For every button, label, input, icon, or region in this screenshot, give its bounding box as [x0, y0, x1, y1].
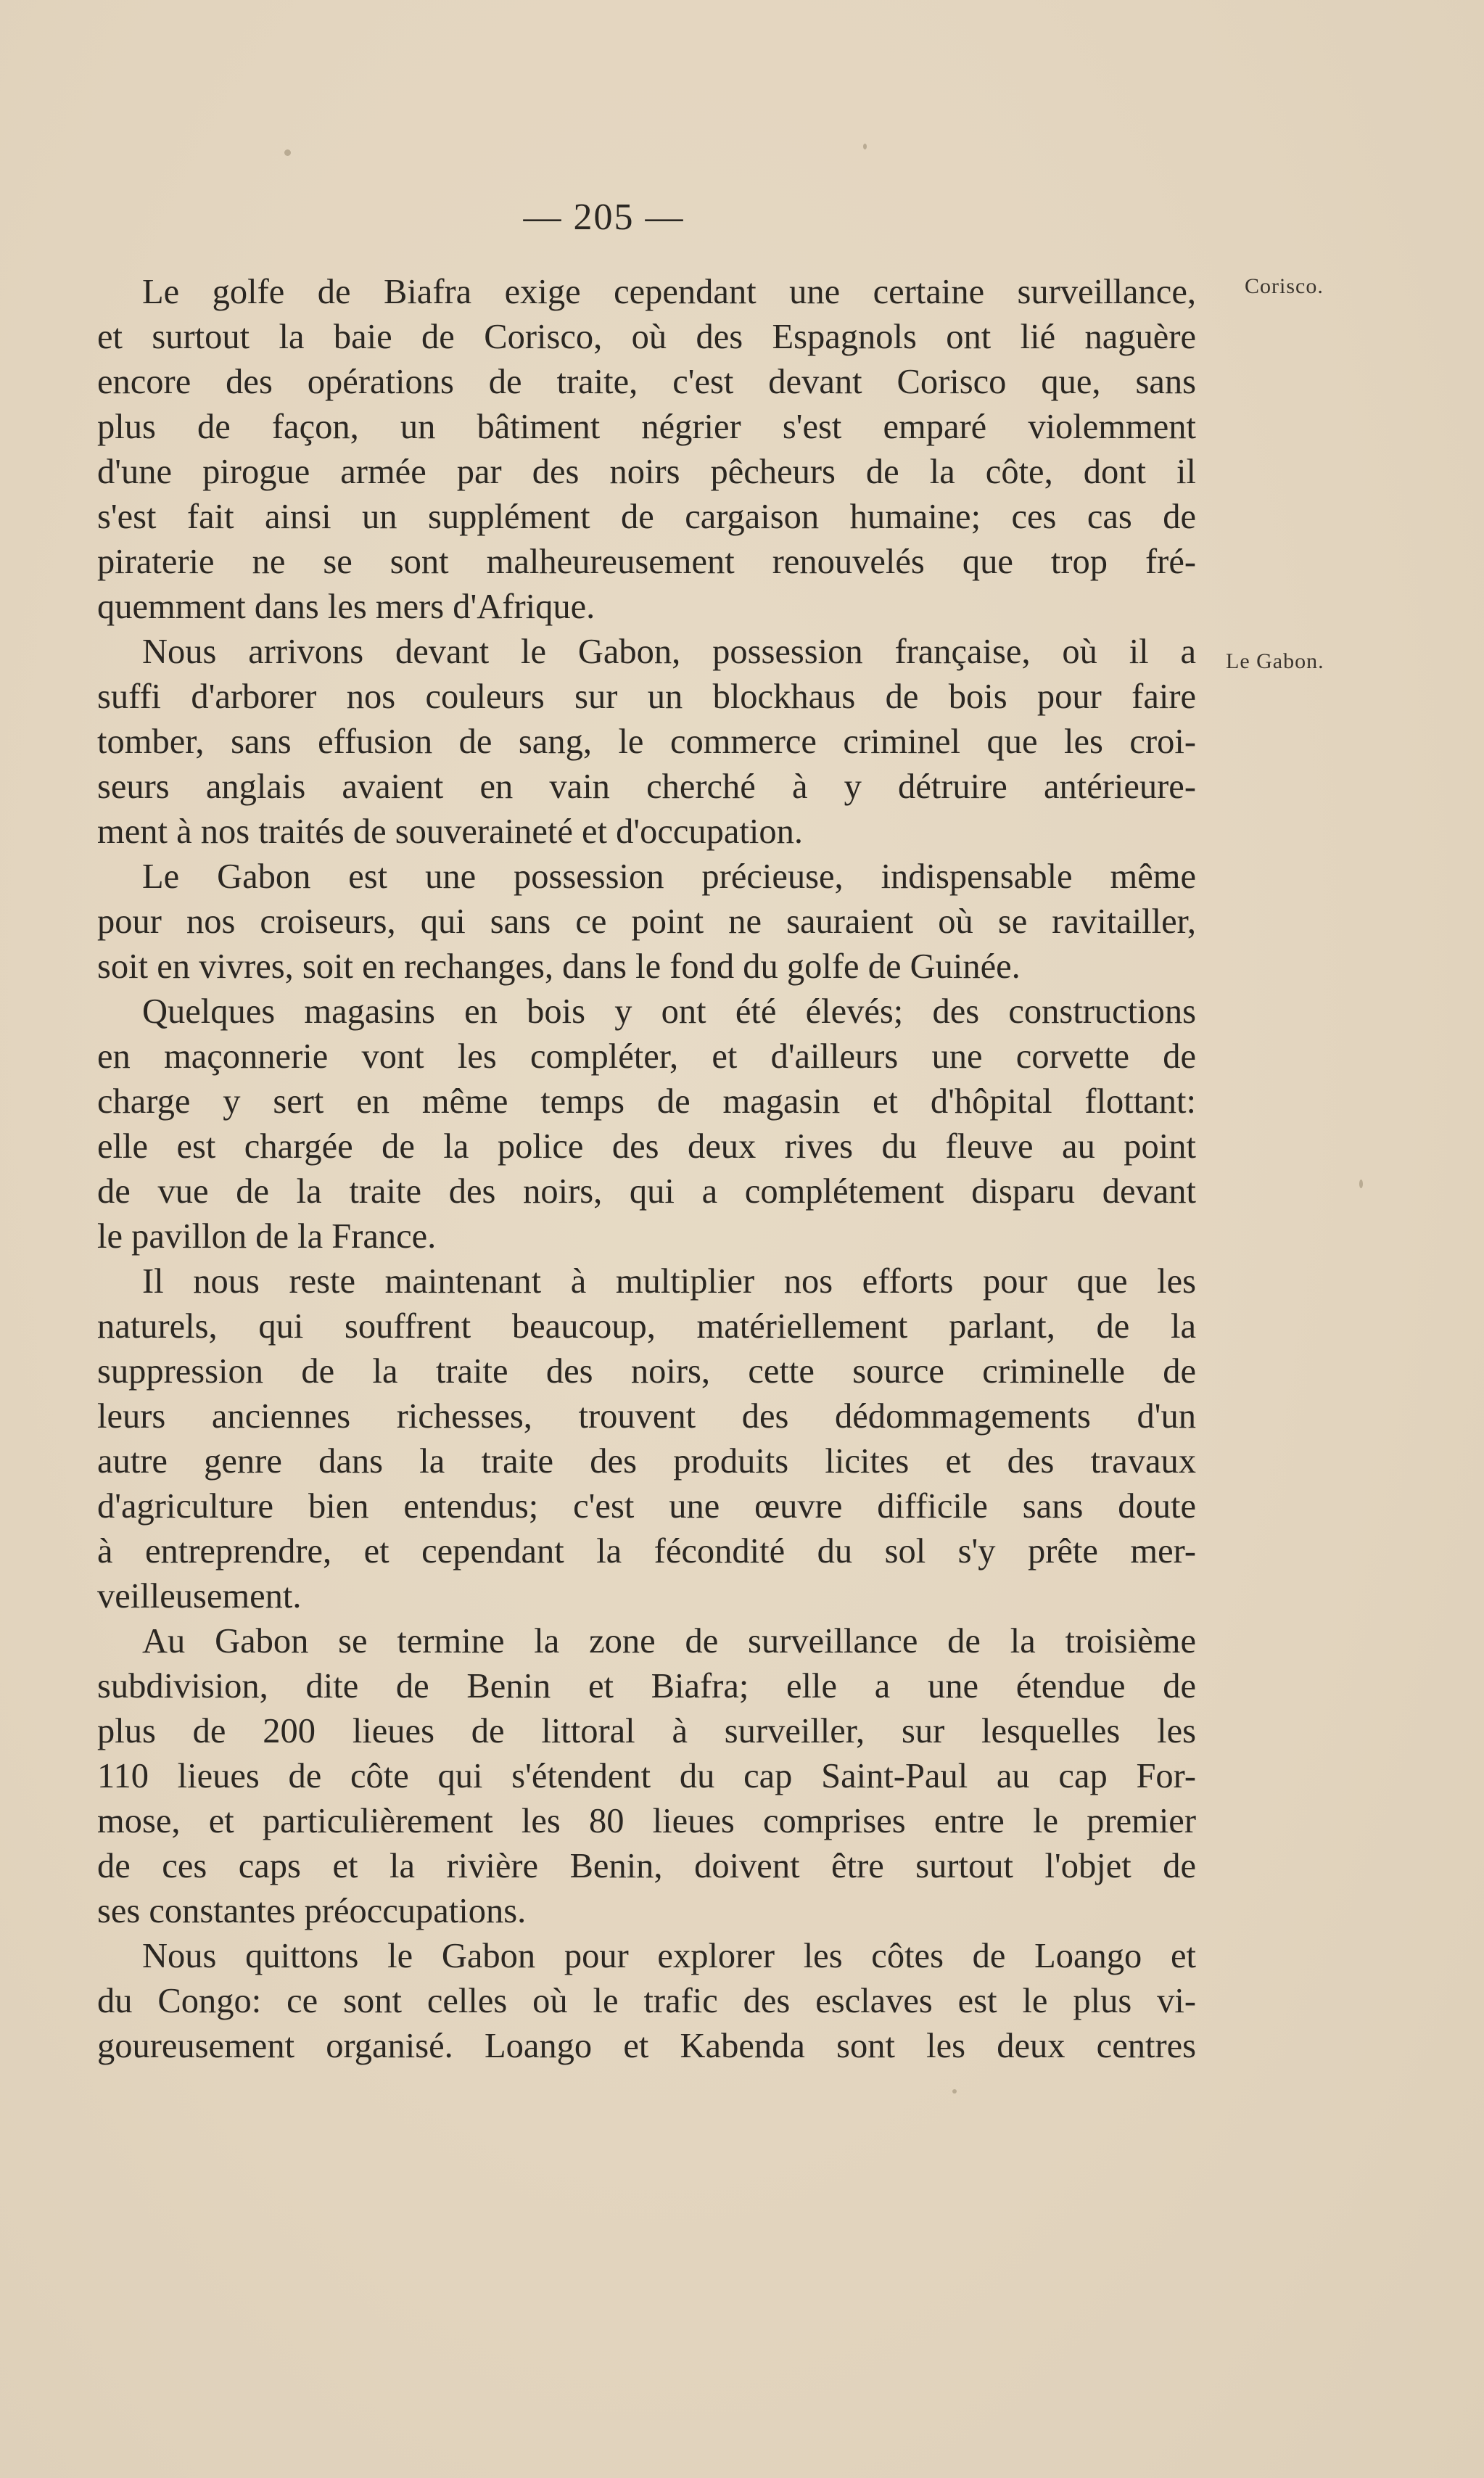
paper-speck: [863, 144, 867, 149]
text-line: suppression de la traite des noirs, cette source criminelle de: [97, 1352, 1196, 1391]
text-line: en maçonnerie vont les compléter, et d'ailleurs une corvette de: [97, 1037, 1196, 1076]
body-text: [97, 270, 1196, 2069]
text-line: plus de 200 lieues de littoral à surveiller, sur lesquelles les: [97, 1712, 1196, 1750]
text-line: seurs anglais avaient en vain cherché à y détruire antérieure-: [97, 767, 1196, 806]
text-line: de ces caps et la rivière Benin, doivent être surtout l'objet de: [97, 1847, 1196, 1885]
text-line: Nous arrivons devant le Gabon, possession française, où il a: [142, 633, 1196, 671]
text-line: tomber, sans effusion de sang, le commerce criminel que les croi-: [97, 723, 1196, 761]
text-line: encore des opérations de traite, c'est devant Corisco que, sans: [97, 363, 1196, 401]
page-number: — 205 —: [523, 197, 685, 238]
paper-speck: [284, 149, 291, 156]
text-line: ment à nos traités de souveraineté et d'occupation.: [97, 812, 804, 851]
text-line: 110 lieues de côte qui s'étendent du cap Saint-Paul au cap For-: [97, 1757, 1196, 1795]
text-line: d'une pirogue armée par des noirs pêcheurs de la côte, dont il: [97, 453, 1196, 491]
text-line: à entreprendre, et cependant la fécondité du sol s'y prête mer-: [97, 1532, 1196, 1571]
text-line: mose, et particulièrement les 80 lieues comprises entre le premier: [97, 1802, 1196, 1840]
text-line: quemment dans les mers d'Afrique.: [97, 588, 595, 626]
text-line: Nous quittons le Gabon pour explorer les côtes de Loango et: [142, 1937, 1196, 1975]
text-line: du Congo: ce sont celles où le trafic des esclaves est le plus vi-: [97, 1982, 1196, 2020]
paper-speck: [952, 2089, 957, 2094]
text-line: suffi d'arborer nos couleurs sur un blockhaus de bois pour faire: [97, 678, 1196, 716]
text-line: autre genre dans la traite des produits licites et des travaux: [97, 1442, 1196, 1481]
text-line: goureusement organisé. Loango et Kabenda sont les deux centres: [97, 2027, 1196, 2065]
text-line: Le Gabon est une possession précieuse, indispensable même: [142, 857, 1196, 896]
text-line: soit en vivres, soit en rechanges, dans le fond du golfe de Guinée.: [97, 947, 1021, 986]
text-line: s'est fait ainsi un supplément de cargaison humaine; ces cas de: [97, 498, 1196, 536]
text-line: de vue de la traite des noirs, qui a complétement disparu devant: [97, 1172, 1196, 1211]
text-line: le pavillon de la France.: [97, 1217, 437, 1256]
text-line: Il nous reste maintenant à multiplier nos efforts pour que les: [142, 1262, 1196, 1301]
text-line: elle est chargée de la police des deux rives du fleuve au point: [97, 1127, 1196, 1166]
text-line: plus de façon, un bâtiment négrier s'est emparé violemment: [97, 408, 1196, 446]
paper-speck: [1359, 1180, 1363, 1188]
text-line: veilleusement.: [97, 1577, 302, 1615]
text-line: d'agriculture bien entendus; c'est une œuvre difficile sans doute: [97, 1487, 1196, 1526]
text-line: Au Gabon se termine la zone de surveillance de la troisième: [142, 1622, 1196, 1660]
text-line: naturels, qui souffrent beaucoup, matériellement parlant, de la: [97, 1307, 1196, 1346]
margin-note-gabon: Le Gabon.: [1226, 649, 1324, 673]
text-line: piraterie ne se sont malheureusement renouvelés que trop fré-: [97, 543, 1196, 581]
text-line: Quelques magasins en bois y ont été élevés; des constructions: [142, 992, 1196, 1031]
text-line: leurs anciennes richesses, trouvent des dédommagements d'un: [97, 1397, 1196, 1436]
text-line: subdivision, dite de Benin et Biafra; elle a une étendue de: [97, 1667, 1196, 1705]
text-line: Le golfe de Biafra exige cependant une certaine surveillance,: [142, 273, 1196, 311]
text-line: et surtout la baie de Corisco, où des Espagnols ont lié naguère: [97, 318, 1196, 356]
text-line: charge y sert en même temps de magasin et d'hôpital flottant:: [97, 1082, 1196, 1121]
text-line: pour nos croiseurs, qui sans ce point ne sauraient où se ravitailler,: [97, 902, 1196, 941]
margin-note-corisco: Corisco.: [1245, 274, 1324, 298]
text-line: ses constantes préoccupations.: [97, 1892, 527, 1930]
